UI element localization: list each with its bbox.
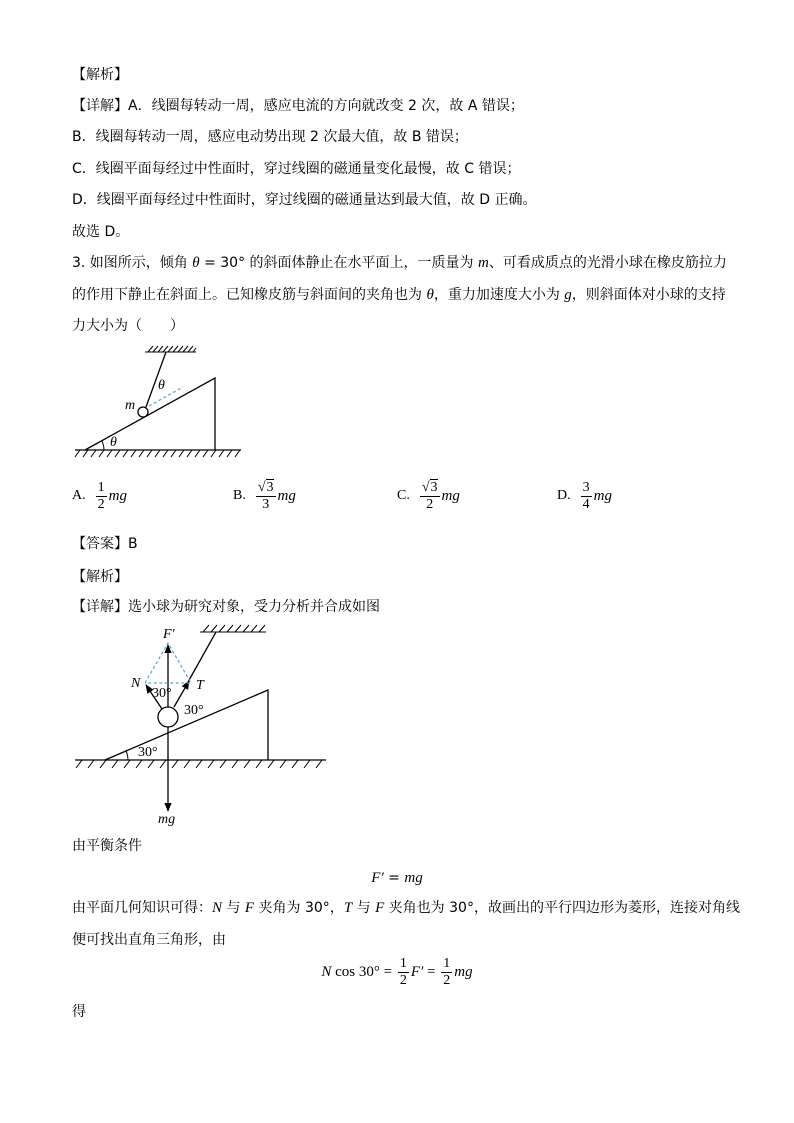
option-label: A. — [72, 488, 86, 503]
numerator — [420, 479, 440, 497]
text-run: 与 — [352, 900, 376, 916]
text-run: = 30° 的斜面体静止在水平面上，一质量为 — [199, 255, 478, 271]
math-symbol: F — [244, 900, 255, 916]
fraction — [398, 956, 409, 989]
incline-surface — [85, 378, 215, 450]
n-label: N — [131, 676, 141, 691]
text-run: 【详解】A．线圈每转动一周，感应电流的方向就改变 2 次，故 A 错误； — [72, 98, 524, 114]
denominator: 4 — [582, 496, 590, 512]
detail-line-a — [72, 96, 524, 116]
text-run: 由平面几何知识可得： — [72, 900, 212, 916]
text-run: ，则斜面体对小球的支持 — [571, 287, 726, 303]
text-run: 3. 如图所示，倾角 — [72, 255, 193, 271]
option-b[interactable] — [233, 476, 296, 516]
question-line-2 — [72, 285, 726, 305]
ball — [158, 707, 178, 727]
option-label: D. — [557, 488, 571, 503]
f-prime-label: F′ — [163, 627, 175, 642]
denominator: 2 — [97, 496, 105, 512]
numerator — [256, 479, 276, 497]
ceiling-hatch — [203, 625, 265, 632]
text-run: 、可看成质点的光滑小球在橡皮筋拉力 — [488, 255, 727, 271]
sqrt-sign: √ — [421, 480, 430, 495]
section-label-analysis: 【解析】 — [72, 67, 128, 83]
text-run: 力大小为（ ） — [72, 318, 184, 334]
option-tail: mg — [441, 487, 460, 504]
ground-hatch — [75, 450, 240, 457]
text-run: 得 — [72, 1004, 86, 1020]
detail-line-b — [72, 127, 468, 147]
detail-conclusion — [72, 222, 129, 242]
geometry-line-2 — [72, 930, 226, 950]
text-run: 【详解】选小球为研究对象，受力分析并合成如图 — [72, 599, 380, 615]
mass-label: m — [125, 398, 136, 413]
option-tail: mg — [593, 487, 612, 504]
incline-direction-dashed-line — [149, 387, 183, 406]
theta-label-bottom: θ — [110, 435, 117, 450]
sqrt-sign: √ — [257, 480, 266, 495]
ball — [138, 407, 148, 417]
text-run: 夹角为 30°， — [254, 900, 344, 916]
text-run: C．线圈平面每经过中性面时，穿过线圈的磁通量变化最慢，故 C 错误； — [72, 161, 521, 177]
option-c[interactable] — [397, 476, 460, 516]
balance-line — [72, 836, 142, 856]
ground-hatch — [76, 760, 322, 768]
text-run: 的作用下静止在斜面上。已知橡皮筋与斜面间的夹角也为 — [72, 287, 427, 303]
incline-angle-arc — [126, 751, 128, 760]
math-symbol: T — [343, 900, 353, 916]
math-symbol: F — [375, 900, 385, 916]
numerator: 1 — [443, 955, 451, 971]
ceiling-hatch — [148, 346, 196, 352]
answer-line: 【答案】B — [72, 536, 138, 552]
text-run: 便可找出直角三角形，由 — [72, 932, 226, 948]
incline-surface — [105, 690, 268, 760]
numerator: 3 — [582, 479, 590, 495]
text-run: D．线圈平面每经过中性面时，穿过线圈的磁通量达到最大值，故 D 正确。 — [72, 192, 537, 208]
option-tail: mg — [277, 487, 296, 504]
text-run: 故选 D。 — [72, 224, 130, 240]
incline-angle-arc — [102, 441, 104, 450]
rubber-band-line — [188, 632, 216, 682]
fraction — [581, 480, 592, 513]
geometry-line-1 — [72, 898, 740, 918]
denominator: 3 — [262, 497, 270, 512]
fraction — [420, 479, 440, 513]
option-tail: mg — [108, 487, 127, 504]
final-word — [72, 1002, 86, 1022]
theta-label-top: θ — [158, 378, 165, 393]
math-symbol: F′ — [410, 963, 424, 980]
math-symbol: g — [564, 287, 572, 303]
option-label: C. — [397, 488, 410, 503]
text-run: B．线圈每转动一周，感应电动势出现 2 次最大值，故 B 错误； — [72, 129, 468, 145]
math-symbol: θ — [192, 255, 200, 271]
detail-line-d — [72, 190, 536, 210]
section-label-analysis-2: 【解析】 — [72, 569, 128, 585]
option-a[interactable] — [72, 476, 127, 516]
text-run: 与 — [222, 900, 245, 916]
math-symbol: mg — [454, 963, 473, 980]
equation-n-cos — [0, 952, 794, 992]
text-run: 夹角也为 30°，故画出的平行四边形为菱形，连接对角线 — [384, 900, 740, 916]
denominator: 2 — [426, 497, 434, 512]
incline-figure — [60, 340, 260, 465]
math-symbol: θ — [426, 287, 434, 303]
math-symbol: N — [321, 963, 332, 980]
option-label: B. — [233, 488, 246, 503]
text-run: = — [383, 870, 405, 886]
detail2-line — [72, 597, 380, 617]
question-line-1 — [72, 253, 727, 273]
weight-label: mg — [158, 812, 176, 827]
radicand: 3 — [266, 480, 274, 495]
question-line-3 — [72, 316, 184, 336]
detail-line-c — [72, 159, 520, 179]
angle-label-right: 30° — [184, 703, 204, 718]
numerator: 1 — [399, 955, 407, 971]
math-text: = — [423, 963, 440, 980]
math-symbol: F′ — [371, 870, 384, 886]
angle-label-bottom: 30° — [138, 745, 158, 760]
radicand: 3 — [430, 480, 438, 495]
math-symbol: N — [212, 900, 223, 916]
text-run: 由平衡条件 — [72, 838, 142, 854]
math-text: cos 30° = — [331, 963, 396, 980]
math-symbol: m — [478, 255, 489, 271]
numerator: 1 — [97, 479, 105, 495]
equation-f-prime — [0, 868, 794, 888]
fraction — [441, 956, 452, 989]
fraction — [256, 479, 276, 513]
angle-label-top: 30° — [152, 686, 172, 701]
math-symbol: mg — [404, 870, 423, 886]
t-label: T — [196, 678, 204, 693]
fraction — [96, 480, 107, 513]
force-diagram — [60, 620, 340, 830]
denominator: 2 — [399, 972, 407, 988]
text-run: ，重力加速度大小为 — [433, 287, 565, 303]
denominator: 2 — [443, 972, 451, 988]
option-d[interactable] — [557, 476, 612, 516]
